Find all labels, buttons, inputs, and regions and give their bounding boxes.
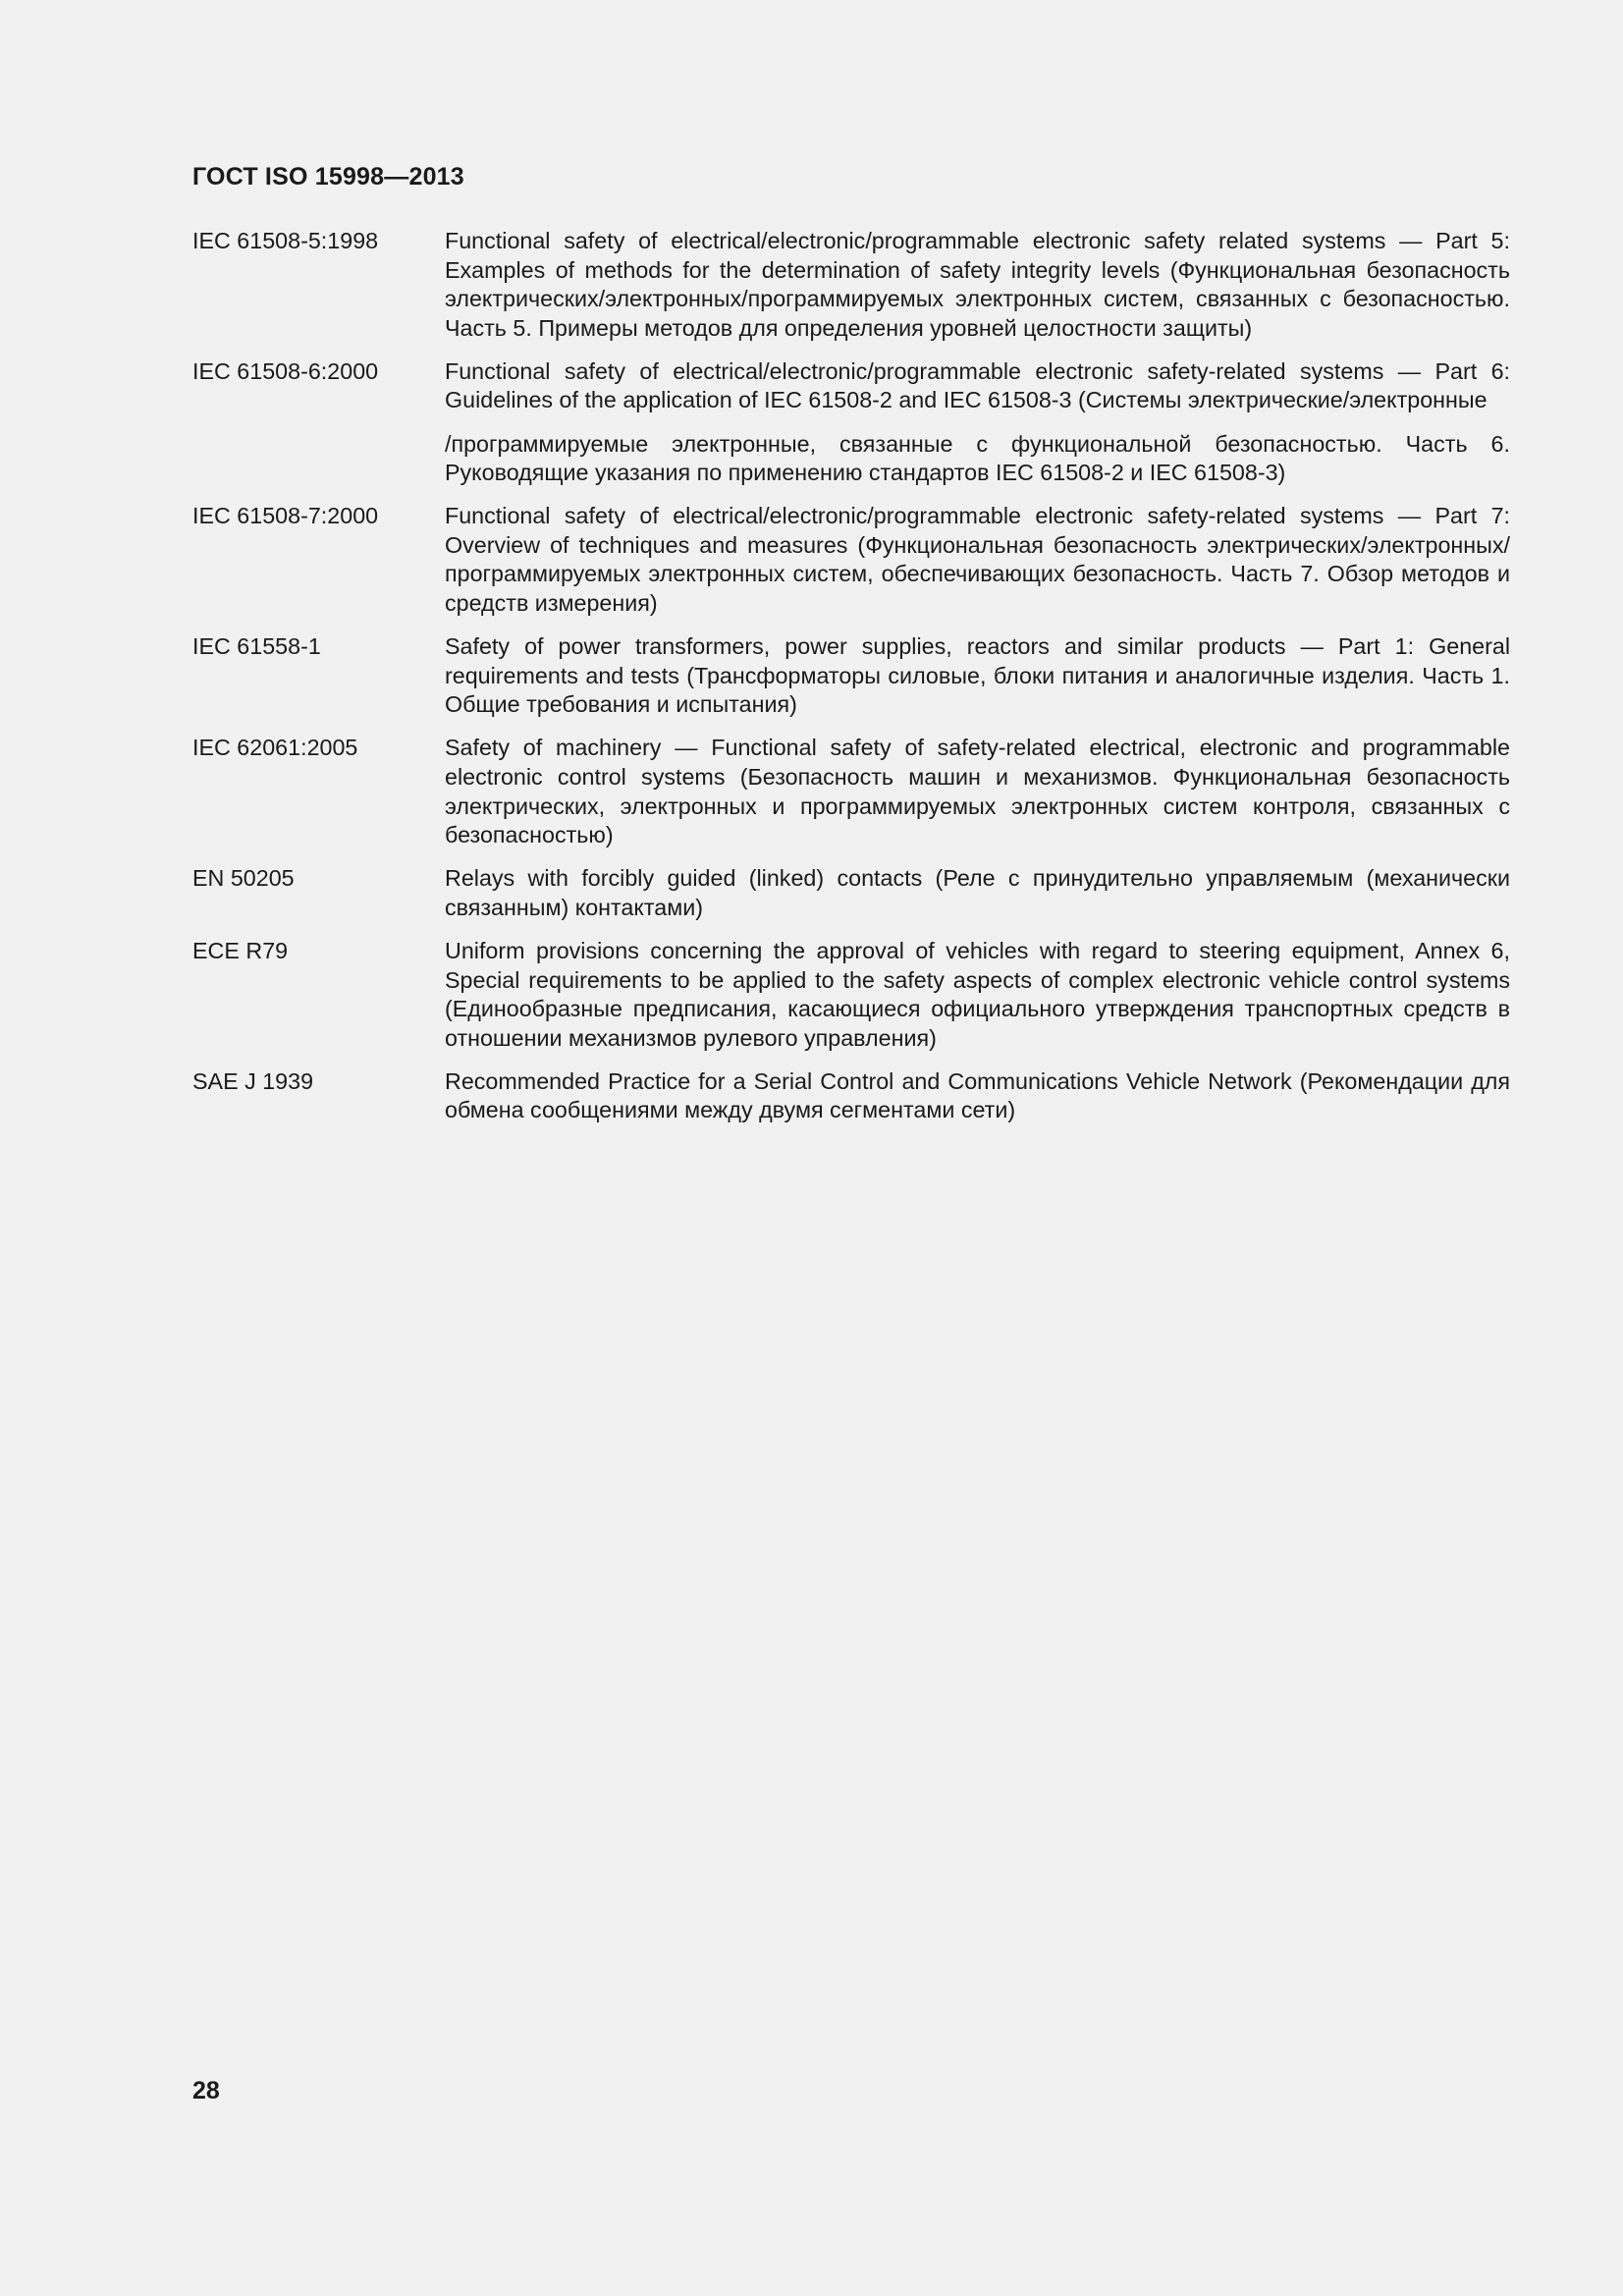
reference-entry: [192, 1067, 1510, 1125]
reference-entry: [192, 632, 1510, 720]
reference-code: IEC 61508-6:2000: [192, 357, 379, 384]
reference-description: [445, 632, 1510, 720]
reference-code: IEC 61508-7:2000: [192, 503, 379, 529]
reference-description-text: /программируемые электронные, связанные с функциональной безопасностью. Часть 6. Руководящие указания по применению стандартов IEC 61508-2 и IEC 61508-3): [445, 430, 1510, 486]
reference-description-text: Functional safety of electrical/electronic/programmable electronic safety-related systems — Part 7: Overview of techniques and measures (Функциональная безопасность электрических/электронных/программируемых электронных систем, обеспечивающих безопасность. Часть 7. Обзор методов и средств измерения): [445, 503, 1510, 617]
reference-code: IEC 62061:2005: [192, 735, 358, 761]
page-number: 28: [192, 2077, 220, 2105]
references-list: [192, 227, 1510, 1140]
reference-entry: [192, 227, 1510, 343]
reference-description: [445, 734, 1510, 849]
reference-description: [445, 357, 1510, 488]
reference-code: ECE R79: [192, 937, 289, 963]
reference-description-text: Relays with forcibly guided (linked) contacts (Реле с принудительно управляемым (механически связанным) контактами): [445, 865, 1510, 920]
reference-entry: [192, 937, 1510, 1053]
reference-description: [445, 937, 1510, 1053]
reference-code: SAE J 1939: [192, 1067, 314, 1094]
reference-description: [445, 227, 1510, 343]
reference-description: [445, 1067, 1510, 1125]
reference-code: IEC 61508-5:1998: [192, 228, 379, 253]
reference-entry: [192, 357, 1510, 488]
reference-entry: [192, 734, 1510, 849]
page-header-title: ГОСТ ISO 15998—2013: [192, 163, 464, 191]
reference-description-text: Safety of power transformers, power supplies, reactors and similar products — Part 1: General requirements and tests (Трансформаторы силовые, блоки питания и аналогичные изделия. Часть 1. Общие требования и испытания): [445, 633, 1510, 718]
reference-description-text: Safety of machinery — Functional safety of safety-related electrical, electronic and programmable electronic control systems (Безопасность машин и механизмов. Функциональная безопасность электрических, электронных и программируемых электронных систем контроля, связанных с безопасностью): [445, 735, 1510, 848]
reference-description-text: Functional safety of electrical/electronic/programmable electronic safety-related systems — Part 6: Guidelines of the application of IEC 61508-2 and IEC 61508-3 (Системы электрические/электронные: [445, 357, 1510, 413]
reference-code: IEC 61558-1: [192, 633, 321, 660]
reference-description: [445, 502, 1510, 618]
reference-description: [445, 864, 1510, 922]
reference-entry: [192, 502, 1510, 618]
reference-description-text: Uniform provisions concerning the approval of vehicles with regard to steering equipment, Annex 6, Special requirements to be applied to the safety aspects of complex electronic vehicle control systems (Единообразные предписания, касающиеся официального утверждения транспортных средств в отношении механизмов рулевого управления): [445, 937, 1510, 1051]
reference-code: EN 50205: [192, 865, 295, 892]
reference-entry: [192, 864, 1510, 922]
reference-description-text: Recommended Practice for a Serial Control and Communications Vehicle Network (Рекомендации для обмена сообщениями между двумя сегментами сети): [445, 1067, 1510, 1123]
reference-description-text: Functional safety of electrical/electronic/programmable electronic safety related systems — Part 5: Examples of methods for the determination of safety integrity levels (Функциональная безопасность электрических/электронных/программируемых электронных систем, связанных с безопасностью. Часть 5. Примеры методов для определения уровней целостности защиты): [445, 228, 1510, 341]
